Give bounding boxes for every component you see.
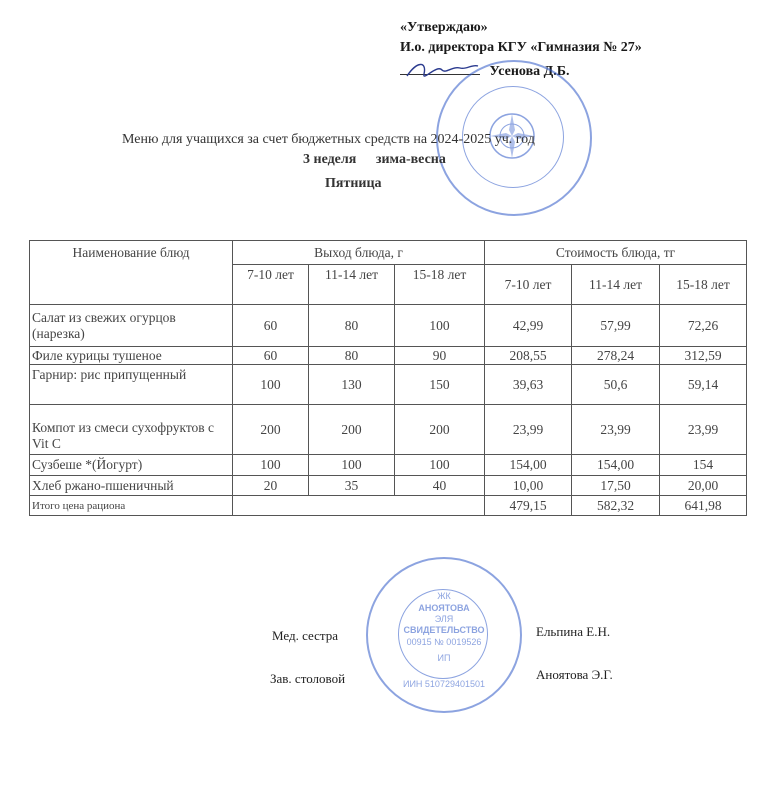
- table-total-row: [30, 496, 747, 516]
- output-cell: 100: [395, 305, 485, 347]
- header-dish-name: Наименование блюд: [30, 241, 233, 305]
- output-cell: 80: [309, 347, 395, 365]
- dish-name: Салат из свежих огурцов (нарезка): [30, 305, 233, 347]
- age-header: 11-14 лет: [309, 265, 395, 305]
- ip-stamp: [366, 557, 522, 713]
- cost-cell: 42,99: [485, 305, 572, 347]
- approval-position: И.о. директора КГУ «Гимназия № 27»: [400, 40, 642, 55]
- week-label: [303, 152, 446, 168]
- output-cell: 130: [309, 365, 395, 405]
- output-cell: 200: [309, 405, 395, 455]
- season-label: зима-весна: [375, 152, 446, 167]
- age-header: 7-10 лет: [485, 265, 572, 305]
- output-cell: 90: [395, 347, 485, 365]
- cost-cell: 278,24: [572, 347, 660, 365]
- stamp-text: ИИН 510729401501: [402, 679, 485, 689]
- output-cell: 100: [233, 365, 309, 405]
- dish-name: Филе курицы тушеное: [30, 347, 233, 365]
- output-cell: 200: [233, 405, 309, 455]
- total-cell: 582,32: [572, 496, 660, 516]
- cost-cell: 10,00: [485, 476, 572, 496]
- output-cell: 20: [233, 476, 309, 496]
- stamp-text: ЭЛЯ: [434, 614, 454, 624]
- week-number: 3 неделя: [303, 152, 357, 167]
- dish-name: Гарнир: рис припущенный: [30, 365, 233, 405]
- output-cell: 35: [309, 476, 395, 496]
- cost-cell: 39,63: [485, 365, 572, 405]
- cost-cell: 23,99: [660, 405, 747, 455]
- cost-cell: 312,59: [660, 347, 747, 365]
- menu-table: [29, 240, 747, 516]
- table-row: [30, 365, 747, 405]
- output-cell: 80: [309, 305, 395, 347]
- output-cell: 60: [233, 347, 309, 365]
- cost-cell: 23,99: [485, 405, 572, 455]
- cost-cell: 57,99: [572, 305, 660, 347]
- output-cell: 40: [395, 476, 485, 496]
- approval-label: «Утверждаю»: [400, 20, 488, 35]
- menu-title: Меню для учащихся за счет бюджетных средств на 2024-2025 уч. год: [122, 132, 535, 147]
- dish-name: Хлеб ржано-пшеничный: [30, 476, 233, 496]
- nurse-role: Мед. сестра: [272, 628, 339, 643]
- nurse-name: Ельпина Е.Н.: [536, 624, 611, 639]
- header-cost: Стоимость блюда, тг: [485, 241, 747, 265]
- output-cell: 100: [233, 455, 309, 476]
- table-row: [30, 305, 747, 347]
- total-cell: 641,98: [660, 496, 747, 516]
- canteen-name: Аноятова Э.Г.: [536, 667, 613, 682]
- output-cell: 200: [395, 405, 485, 455]
- cost-cell: 154: [660, 455, 747, 476]
- stamp-text: АНОЯТОВА: [418, 603, 470, 613]
- output-cell: 100: [395, 455, 485, 476]
- table-row: [30, 476, 747, 496]
- canteen-role: Зав. столовой: [270, 671, 346, 686]
- dish-name: Компот из смеси сухофруктов с Vit C: [30, 405, 233, 455]
- table-header-row: [30, 241, 747, 265]
- output-cell: 150: [395, 365, 485, 405]
- cost-cell: 59,14: [660, 365, 747, 405]
- table-row: [30, 405, 747, 455]
- table-row: [30, 347, 747, 365]
- dish-name: Сузбеше *(Йогурт): [30, 455, 233, 476]
- age-header: 11-14 лет: [572, 265, 660, 305]
- table-row: [30, 455, 747, 476]
- age-header: 15-18 лет: [660, 265, 747, 305]
- day-label: Пятница: [325, 176, 382, 191]
- stamp-text: СВИДЕТЕЛЬСТВО: [403, 625, 485, 635]
- stamp-text: ИП: [437, 653, 451, 663]
- cost-cell: 20,00: [660, 476, 747, 496]
- stamp-text: 00915 № 0019526: [406, 637, 482, 647]
- cost-cell: 50,6: [572, 365, 660, 405]
- total-empty-cell: [233, 496, 485, 516]
- cost-cell: 154,00: [572, 455, 660, 476]
- age-header: 15-18 лет: [395, 265, 485, 305]
- approver-name: Усенова Д.Б.: [489, 64, 570, 79]
- cost-cell: 17,50: [572, 476, 660, 496]
- cost-cell: 23,99: [572, 405, 660, 455]
- total-cell: 479,15: [485, 496, 572, 516]
- stamp-text: ЖК: [437, 591, 451, 601]
- cost-cell: 72,26: [660, 305, 747, 347]
- age-header: 7-10 лет: [233, 265, 309, 305]
- cost-cell: 154,00: [485, 455, 572, 476]
- output-cell: 60: [233, 305, 309, 347]
- header-output: Выход блюда, г: [233, 241, 485, 265]
- total-label: Итого цена рациона: [30, 496, 233, 516]
- output-cell: 100: [309, 455, 395, 476]
- cost-cell: 208,55: [485, 347, 572, 365]
